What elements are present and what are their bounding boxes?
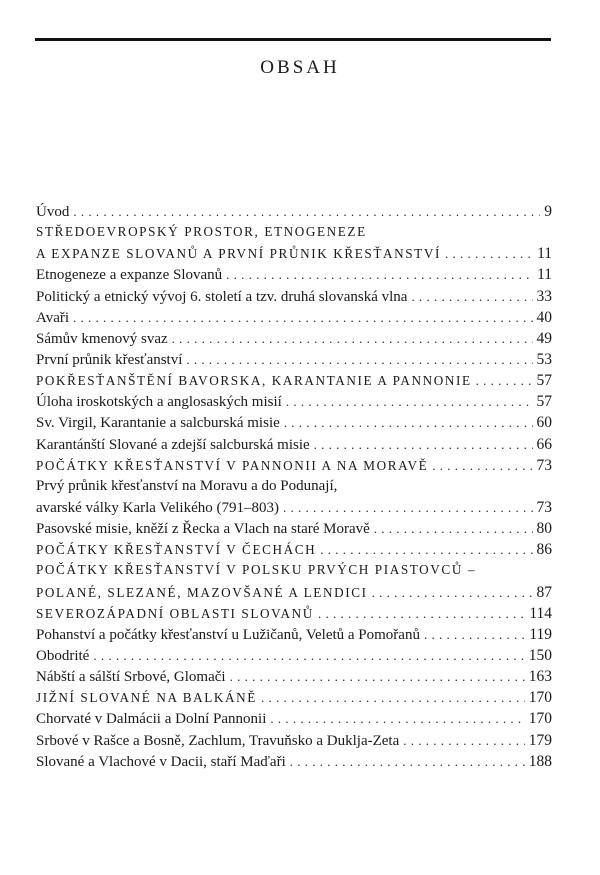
toc-entry-title: Karantánští Slované a zdejší salcburská misie: [36, 436, 310, 453]
dot-leader: [283, 500, 533, 516]
toc-page-number: 53: [536, 350, 552, 368]
toc-section-heading: [36, 541, 552, 562]
top-rule: [35, 38, 551, 41]
dot-leader: [186, 352, 532, 368]
dot-leader: [172, 331, 533, 347]
toc-entry-title: STŘEDOEVROPSKÝ PROSTOR, ETNOGENEZE: [36, 224, 367, 240]
toc-page-number: 49: [536, 329, 552, 347]
toc-entry: [36, 499, 552, 520]
dot-leader: [290, 754, 525, 770]
toc-entry-title: POČÁTKY KŘESŤANSTVÍ V PANNONII A NA MORAVĚ: [36, 457, 429, 473]
toc-entry: [36, 266, 552, 287]
dot-leader: [432, 458, 532, 474]
dot-leader: [403, 733, 524, 749]
toc-entry-title: První průnik křesťanství: [36, 351, 183, 368]
toc-entry-title: Prvý průnik křesťanství na Moravu a do Podunají,: [36, 477, 338, 494]
toc-entry: [36, 414, 552, 435]
toc-entry-title: A EXPANZE SLOVANŮ A PRVNÍ PRŮNIK KŘESŤANSTVÍ: [36, 246, 441, 262]
toc-entry: [36, 647, 552, 668]
toc-section-heading: [36, 689, 552, 710]
toc-entry: [36, 309, 552, 330]
toc-section-heading: [36, 245, 552, 266]
toc-page-number: 73: [536, 456, 552, 474]
table-of-contents: [36, 203, 552, 774]
dot-leader: [411, 289, 532, 305]
toc-page-number: 170: [528, 710, 552, 728]
toc-entry-title: POKŘESŤANŠTĚNÍ BAVORSKA, KARANTANIE A PANNONIE: [36, 373, 472, 389]
toc-page-number: 66: [536, 435, 552, 453]
toc-section-heading: [36, 224, 552, 245]
toc-page-number: 87: [536, 583, 552, 601]
toc-page-number: 86: [536, 541, 552, 559]
toc-entry: [36, 478, 552, 499]
toc-entry: [36, 753, 552, 774]
toc-entry-title: Avaři: [36, 309, 70, 326]
toc-entry-title: Obodrité: [36, 647, 90, 664]
toc-entry-title: Slované a Vlachové v Dacii, staří Maďaři: [36, 753, 286, 770]
dot-leader: [445, 246, 533, 262]
toc-entry: [36, 351, 552, 372]
dot-leader: [73, 204, 540, 220]
dot-leader: [93, 648, 524, 664]
toc-page-number: 179: [528, 731, 552, 749]
toc-page-number: 170: [528, 689, 552, 707]
toc-entry: [36, 732, 552, 753]
dot-leader: [476, 373, 533, 389]
toc-page-number: 163: [528, 668, 552, 686]
toc-page-number: 60: [536, 414, 552, 432]
toc-entry: [36, 710, 552, 731]
dot-leader: [372, 585, 533, 601]
toc-page-number: 150: [528, 646, 552, 664]
dot-leader: [286, 394, 533, 410]
toc-entry-title: JIŽNÍ SLOVANÉ NA BALKÁNĚ: [36, 690, 257, 706]
toc-entry: [36, 436, 552, 457]
toc-section-heading: [36, 457, 552, 478]
toc-entry-title: Politický a etnický vývoj 6. století a tzv. druhá slovanská vlna: [36, 288, 408, 305]
toc-entry-title: Srbové v Rašce a Bosně, Zachlum, Travuňsko a Duklja-Zeta: [36, 732, 400, 749]
toc-entry-title: avarské války Karla Velikého (791–803): [36, 499, 279, 516]
toc-entry: [36, 393, 552, 414]
dot-leader: [320, 542, 532, 558]
toc-entry: [36, 288, 552, 309]
toc-section-heading: [36, 584, 552, 605]
toc-page-number: 114: [529, 604, 552, 622]
toc-entry-title: Úloha iroskotských a anglosaských misií: [36, 394, 282, 411]
toc-entry-title: Úvod: [36, 204, 70, 220]
dot-leader: [226, 267, 533, 283]
toc-entry: [36, 203, 552, 224]
dot-leader: [318, 606, 525, 622]
toc-page-number: 188: [528, 752, 552, 770]
toc-entry: [36, 520, 552, 541]
toc-section-heading: [36, 372, 552, 393]
toc-page-number: 33: [536, 287, 552, 305]
toc-page-number: 9: [544, 203, 552, 220]
toc-section-heading: [36, 605, 552, 626]
toc-page-number: 57: [536, 393, 552, 411]
dot-leader: [424, 627, 525, 643]
toc-page-number: 73: [536, 498, 552, 516]
toc-entry-title: Sv. Virgil, Karantanie a salcburská misie: [36, 415, 280, 432]
page-title: OBSAH: [260, 57, 340, 78]
toc-entry: [36, 668, 552, 689]
toc-entry-title: POLANÉ, SLEZANÉ, MAZOVŠANÉ A LENDICI: [36, 584, 368, 600]
toc-page-number: 57: [536, 372, 552, 390]
toc-entry-title: Sámův kmenový svaz: [36, 330, 168, 347]
dot-leader: [270, 711, 524, 727]
toc-entry-title: Nábští a sálští Srbové, Glomači: [36, 669, 226, 686]
toc-entry: [36, 626, 552, 647]
toc-entry-title: SEVEROZÁPADNÍ OBLASTI SLOVANŮ: [36, 605, 314, 621]
dot-leader: [230, 669, 525, 685]
toc-entry: [36, 330, 552, 351]
toc-entry-title: Etnogeneze a expanze Slovanů: [36, 267, 223, 284]
dot-leader: [314, 437, 533, 453]
toc-entry-title: Chorvaté v Dalmácii a Dolní Pannonii: [36, 711, 267, 728]
dot-leader: [284, 415, 533, 431]
toc-page-number: 11: [537, 266, 552, 284]
dot-leader: [261, 690, 525, 706]
toc-entry-title: POČÁTKY KŘESŤANSTVÍ V POLSKU PRVÝCH PIASTOVCŮ –: [36, 562, 477, 578]
toc-entry-title: Pasovské misie, kněží z Řecka a Vlach na staré Moravě: [36, 521, 370, 538]
dot-leader: [374, 521, 533, 537]
dot-leader: [73, 310, 532, 326]
toc-page-number: 119: [529, 625, 552, 643]
toc-page-number: 40: [536, 308, 552, 326]
toc-entry-title: POČÁTKY KŘESŤANSTVÍ V ČECHÁCH: [36, 542, 317, 558]
toc-entry-title: Pohanství a počátky křesťanství u Lužičanů, Veletů a Pomořanů: [36, 626, 420, 643]
toc-page-number: 11: [537, 245, 552, 263]
toc-section-heading: [36, 562, 552, 583]
toc-page-number: 80: [536, 520, 552, 538]
